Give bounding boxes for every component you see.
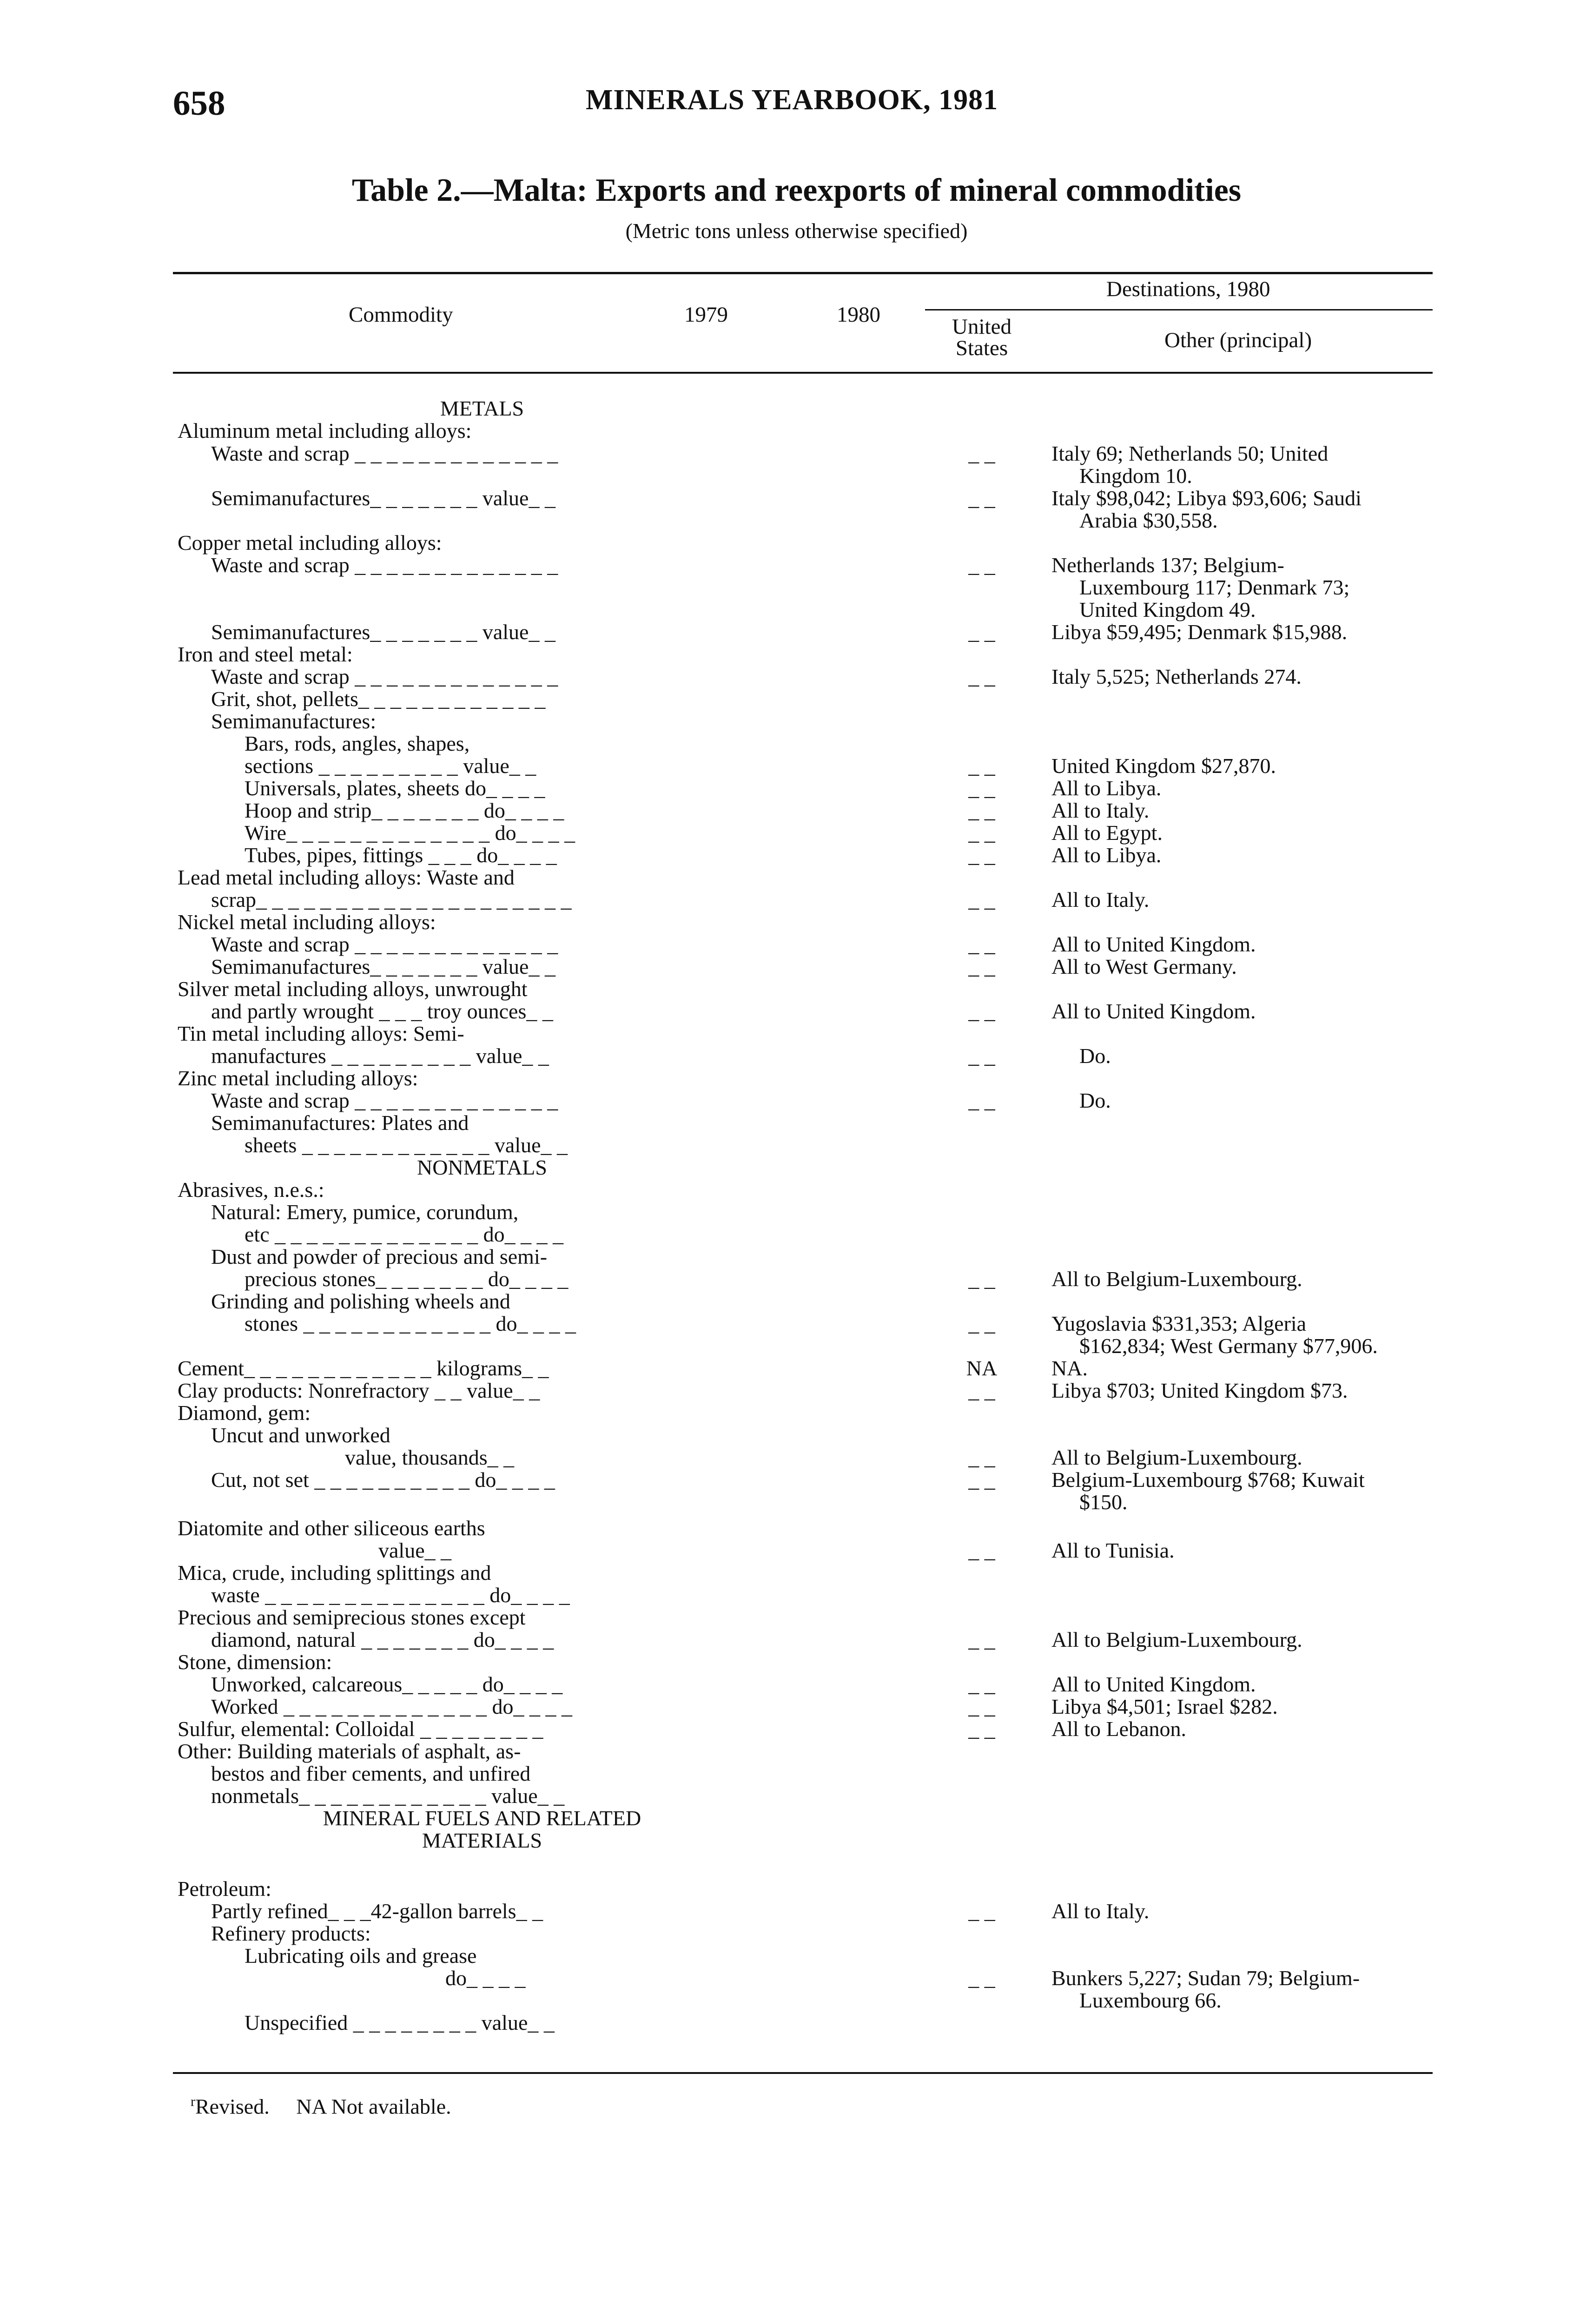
- united-states-cell: _ _: [968, 1044, 995, 1068]
- commodity-cell: nonmetals_ _ _ _ _ _ _ _ _ _ _ _ value_ _: [211, 1784, 565, 1808]
- united-states-cell: _ _: [968, 1672, 995, 1696]
- commodity-cell: Worked _ _ _ _ _ _ _ _ _ _ _ _ _ do_ _ _ _: [211, 1695, 572, 1718]
- united-states-cell: _ _: [968, 1089, 995, 1112]
- other-destinations-cell: NA.: [1051, 1356, 1088, 1380]
- commodity-cell: Grit, shot, pellets_ _ _ _ _ _ _ _ _ _ _ _: [211, 687, 546, 711]
- commodity-cell: Copper metal including alloys:: [178, 531, 442, 555]
- commodity-cell: Grinding and polishing wheels and: [211, 1289, 510, 1313]
- other-destinations-cell: Do.: [1079, 1089, 1111, 1112]
- united-states-cell: _ _: [968, 1468, 995, 1492]
- commodity-cell: Natural: Emery, pumice, corundum,: [211, 1200, 519, 1224]
- united-states-cell: _ _: [968, 553, 995, 577]
- commodity-cell: Waste and scrap _ _ _ _ _ _ _ _ _ _ _ _ _: [211, 665, 558, 688]
- table-subtitle: (Metric tons unless otherwise specified): [625, 219, 968, 243]
- footnote-mark: r: [191, 2094, 195, 2109]
- commodity-cell: manufactures _ _ _ _ _ _ _ _ _ value_ _: [211, 1044, 549, 1068]
- other-destinations-cell: $150.: [1079, 1490, 1128, 1514]
- united-states-cell: _ _: [968, 1446, 995, 1469]
- commodity-cell: etc _ _ _ _ _ _ _ _ _ _ _ _ _ do_ _ _ _: [245, 1222, 564, 1246]
- commodity-cell: Petroleum:: [178, 1877, 271, 1901]
- united-states-cell: _ _: [968, 486, 995, 510]
- other-destinations-cell: Libya $703; United Kingdom $73.: [1051, 1379, 1348, 1402]
- united-states-cell: _ _: [968, 1267, 995, 1291]
- other-destinations-cell: Italy 69; Netherlands 50; United: [1051, 442, 1329, 465]
- commodity-cell: waste _ _ _ _ _ _ _ _ _ _ _ _ _ _ do_ _ _ _: [211, 1583, 570, 1607]
- year-1980-header: 1980: [837, 303, 880, 327]
- united-states-cell: _ _: [968, 1379, 995, 1402]
- other-destinations-cell: All to Egypt.: [1051, 821, 1163, 845]
- other-destinations-cell: All to United Kingdom.: [1051, 932, 1256, 956]
- commodity-cell: Refinery products:: [211, 1921, 371, 1945]
- other-destinations-cell: Luxembourg 117; Denmark 73;: [1079, 575, 1350, 599]
- commodity-cell: Lead metal including alloys: Waste and: [178, 865, 515, 889]
- commodity-cell: Semimanufactures_ _ _ _ _ _ _ value_ _: [211, 620, 555, 644]
- commodity-cell: diamond, natural _ _ _ _ _ _ _ do_ _ _ _: [211, 1628, 554, 1651]
- united-states-cell: _ _: [968, 955, 995, 978]
- commodity-header: Commodity: [349, 303, 453, 327]
- other-destinations-cell: Belgium-Luxembourg $768; Kuwait: [1051, 1468, 1365, 1492]
- united-states-header-line: United: [952, 315, 1011, 339]
- united-states-cell: _ _: [968, 932, 995, 956]
- commodity-cell: Iron and steel metal:: [178, 642, 353, 666]
- other-destinations-cell: United Kingdom 49.: [1079, 598, 1256, 621]
- table-bottom-rule: [173, 2072, 1433, 2074]
- commodity-cell: sections _ _ _ _ _ _ _ _ _ value_ _: [245, 754, 536, 778]
- other-destinations-cell: All to Italy.: [1051, 888, 1150, 911]
- commodity-cell: Other: Building materials of asphalt, as-: [178, 1739, 521, 1763]
- commodity-cell: Mica, crude, including splittings and: [178, 1561, 491, 1585]
- commodity-cell: Silver metal including alloys, unwrought: [178, 977, 528, 1001]
- other-destinations-cell: All to Italy.: [1051, 1899, 1150, 1923]
- united-states-header: [940, 316, 1024, 359]
- other-destinations-cell: $162,834; West Germany $77,906.: [1079, 1334, 1378, 1358]
- united-states-cell: _ _: [968, 799, 995, 822]
- commodity-cell: Zinc metal including alloys:: [178, 1066, 418, 1090]
- section-heading: METALS: [440, 396, 524, 420]
- commodity-cell: Dust and powder of precious and semi-: [211, 1245, 548, 1268]
- commodity-cell: Waste and scrap _ _ _ _ _ _ _ _ _ _ _ _ _: [211, 442, 558, 465]
- commodity-cell: Diamond, gem:: [178, 1401, 311, 1425]
- section-heading: MINERAL FUELS AND RELATED: [323, 1806, 641, 1830]
- commodity-cell: Waste and scrap _ _ _ _ _ _ _ _ _ _ _ _ _: [211, 553, 558, 577]
- other-destinations-cell: All to Italy.: [1051, 799, 1150, 822]
- table-top-rule: [173, 272, 1433, 274]
- united-states-cell: _ _: [968, 1695, 995, 1718]
- commodity-cell: bestos and fiber cements, and unfired: [211, 1762, 531, 1785]
- commodity-cell: Clay products: Nonrefractory _ _ value_ _: [178, 1379, 540, 1402]
- other-destinations-cell: All to United Kingdom.: [1051, 999, 1256, 1023]
- page-number: 658: [173, 84, 225, 123]
- commodity-cell: Precious and semiprecious stones except: [178, 1605, 526, 1629]
- commodity-cell: Cut, not set _ _ _ _ _ _ _ _ _ _ do_ _ _ _: [211, 1468, 555, 1492]
- other-destinations-cell: All to Lebanon.: [1051, 1717, 1186, 1741]
- united-states-cell: _ _: [968, 776, 995, 800]
- footnote: [191, 2094, 451, 2119]
- other-destinations-cell: All to Belgium-Luxembourg.: [1051, 1628, 1302, 1651]
- other-destinations-cell: United Kingdom $27,870.: [1051, 754, 1276, 778]
- destinations-header: Destinations, 1980: [1106, 277, 1270, 301]
- united-states-cell: _ _: [968, 888, 995, 911]
- other-destinations-cell: All to Libya.: [1051, 776, 1162, 800]
- commodity-cell: value_ _: [378, 1538, 452, 1562]
- commodity-cell: Waste and scrap _ _ _ _ _ _ _ _ _ _ _ _ _: [211, 1089, 558, 1112]
- commodity-cell: Semimanufactures_ _ _ _ _ _ _ value_ _: [211, 486, 555, 510]
- commodity-cell: Bars, rods, angles, shapes,: [245, 732, 470, 755]
- commodity-cell: scrap_ _ _ _ _ _ _ _ _ _ _ _ _ _ _ _ _ _ _ _: [211, 888, 572, 911]
- united-states-cell: _ _: [968, 1899, 995, 1923]
- commodity-cell: and partly wrought _ _ _ troy ounces_ _: [211, 999, 553, 1023]
- table-title: Table 2.—Malta: Exports and reexports of mineral commodities: [351, 172, 1242, 208]
- united-states-cell: _ _: [968, 843, 995, 867]
- united-states-cell: _ _: [968, 665, 995, 688]
- united-states-header-line: States: [955, 336, 1008, 360]
- footnote-text: Revised. NA Not available.: [195, 2094, 451, 2119]
- commodity-cell: Uncut and unworked: [211, 1423, 390, 1447]
- commodity-cell: Stone, dimension:: [178, 1650, 332, 1674]
- header-bottom-rule: [173, 372, 1433, 374]
- commodity-cell: Abrasives, n.e.s.:: [178, 1178, 324, 1202]
- destinations-rule: [925, 309, 1433, 310]
- united-states-cell: _ _: [968, 821, 995, 845]
- commodity-cell: Nickel metal including alloys:: [178, 910, 436, 934]
- other-destinations-cell: All to Belgium-Luxembourg.: [1051, 1267, 1302, 1291]
- other-destinations-cell: Yugoslavia $331,353; Algeria: [1051, 1312, 1307, 1335]
- other-destinations-cell: Luxembourg 66.: [1079, 1988, 1222, 2012]
- other-destinations-cell: Kingdom 10.: [1079, 464, 1192, 488]
- united-states-cell: _ _: [968, 1538, 995, 1562]
- commodity-cell: Unspecified _ _ _ _ _ _ _ _ value_ _: [245, 2011, 555, 2034]
- other-destinations-cell: Italy $98,042; Libya $93,606; Saudi: [1051, 486, 1362, 510]
- other-destinations-cell: Libya $4,501; Israel $282.: [1051, 1695, 1278, 1718]
- other-destinations-cell: Libya $59,495; Denmark $15,988.: [1051, 620, 1348, 644]
- united-states-cell: _ _: [968, 754, 995, 778]
- other-destinations-cell: All to Libya.: [1051, 843, 1162, 867]
- commodity-cell: Lubricating oils and grease: [245, 1944, 477, 1967]
- united-states-cell: _ _: [968, 1628, 995, 1651]
- other-destinations-cell: All to Belgium-Luxembourg.: [1051, 1446, 1302, 1469]
- other-destinations-cell: Bunkers 5,227; Sudan 79; Belgium-: [1051, 1966, 1360, 1990]
- united-states-cell: NA: [966, 1356, 998, 1380]
- commodity-cell: Semimanufactures_ _ _ _ _ _ _ value_ _: [211, 955, 555, 978]
- commodity-cell: Partly refined_ _ _42-gallon barrels_ _: [211, 1899, 543, 1923]
- other-destinations-cell: All to West Germany.: [1051, 955, 1237, 978]
- commodity-cell: Universals, plates, sheets do_ _ _ _: [245, 776, 545, 800]
- commodity-cell: Diatomite and other siliceous earths: [178, 1516, 485, 1540]
- other-destinations-cell: Netherlands 137; Belgium-: [1051, 553, 1284, 577]
- commodity-cell: value, thousands_ _: [345, 1446, 515, 1469]
- other-destinations-cell: Do.: [1079, 1044, 1111, 1068]
- commodity-cell: Unworked, calcareous_ _ _ _ _ do_ _ _ _: [211, 1672, 563, 1696]
- other-principal-header: Other (principal): [1164, 328, 1312, 352]
- commodity-cell: do_ _ _ _: [445, 1966, 526, 1990]
- commodity-cell: Semimanufactures: Plates and: [211, 1111, 469, 1135]
- commodity-cell: precious stones_ _ _ _ _ _ _ do_ _ _ _: [245, 1267, 568, 1291]
- united-states-cell: _ _: [968, 1312, 995, 1335]
- united-states-cell: _ _: [968, 999, 995, 1023]
- commodity-cell: Aluminum metal including alloys:: [178, 419, 472, 442]
- commodity-cell: Tubes, pipes, fittings _ _ _ do_ _ _ _: [245, 843, 557, 867]
- united-states-cell: _ _: [968, 442, 995, 465]
- section-heading: NONMETALS: [417, 1155, 547, 1179]
- other-destinations-cell: All to Tunisia.: [1051, 1538, 1175, 1562]
- united-states-cell: _ _: [968, 620, 995, 644]
- commodity-cell: Tin metal including alloys: Semi-: [178, 1022, 464, 1045]
- year-1979-header: 1979: [684, 303, 728, 327]
- other-destinations-cell: Arabia $30,558.: [1079, 508, 1218, 532]
- commodity-cell: sheets _ _ _ _ _ _ _ _ _ _ _ _ value_ _: [245, 1133, 568, 1157]
- commodity-cell: Wire_ _ _ _ _ _ _ _ _ _ _ _ _ do_ _ _ _: [245, 821, 575, 845]
- running-title: MINERALS YEARBOOK, 1981: [586, 84, 998, 116]
- other-destinations-cell: Italy 5,525; Netherlands 274.: [1051, 665, 1302, 688]
- commodity-cell: Sulfur, elemental: Colloidal _ _ _ _ _ _ _ _: [178, 1717, 543, 1741]
- section-heading: MATERIALS: [422, 1829, 542, 1852]
- commodity-cell: stones _ _ _ _ _ _ _ _ _ _ _ _ do_ _ _ _: [245, 1312, 576, 1335]
- commodity-cell: Hoop and strip_ _ _ _ _ _ _ do_ _ _ _: [245, 799, 564, 822]
- commodity-cell: Waste and scrap _ _ _ _ _ _ _ _ _ _ _ _ _: [211, 932, 558, 956]
- commodity-cell: Cement_ _ _ _ _ _ _ _ _ _ _ _ kilograms_ _: [178, 1356, 549, 1380]
- united-states-cell: _ _: [968, 1717, 995, 1741]
- commodity-cell: Semimanufactures:: [211, 709, 377, 733]
- other-destinations-cell: All to United Kingdom.: [1051, 1672, 1256, 1696]
- united-states-cell: _ _: [968, 1966, 995, 1990]
